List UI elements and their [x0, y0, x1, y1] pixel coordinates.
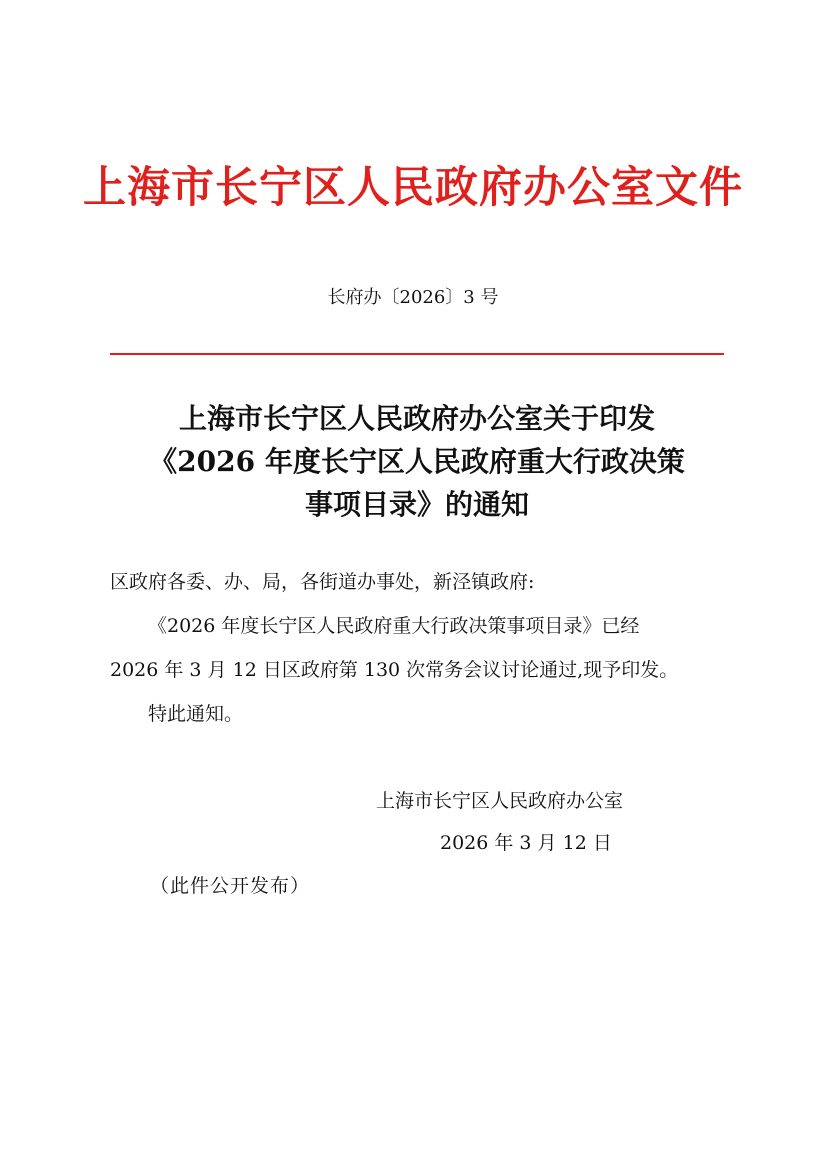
body-paragraph-line-1: 《2026 年度长宁区人民政府重大行政决策事项目录》已经 — [148, 615, 640, 637]
publication-note: （此件公开发布） — [150, 875, 311, 897]
red-separator-line — [110, 353, 724, 355]
issuing-office: 上海市长宁区人民政府办公室 — [376, 790, 624, 812]
addressee: 区政府各委、办、局，各街道办事处，新泾镇政府: — [110, 571, 535, 593]
issue-date: 2026 年 3 月 12 日 — [440, 832, 612, 854]
document-title — [110, 397, 724, 526]
body-paragraph-line-2: 2026 年 3 月 12 日区政府第 130 次常务会议讨论通过,现予印发。 — [110, 659, 679, 681]
title-line-2: 《2026 年度长宁区人民政府重大行政决策 — [149, 445, 685, 478]
title-line-1: 上海市长宁区人民政府办公室关于印发 — [178, 402, 655, 435]
document-masthead: 上海市长宁区人民政府办公室文件 — [83, 163, 743, 213]
document-number: 长府办〔2026〕3 号 — [327, 287, 499, 308]
closing-remark: 特此通知。 — [148, 703, 244, 725]
title-line-3: 事项目录》的通知 — [304, 488, 529, 521]
